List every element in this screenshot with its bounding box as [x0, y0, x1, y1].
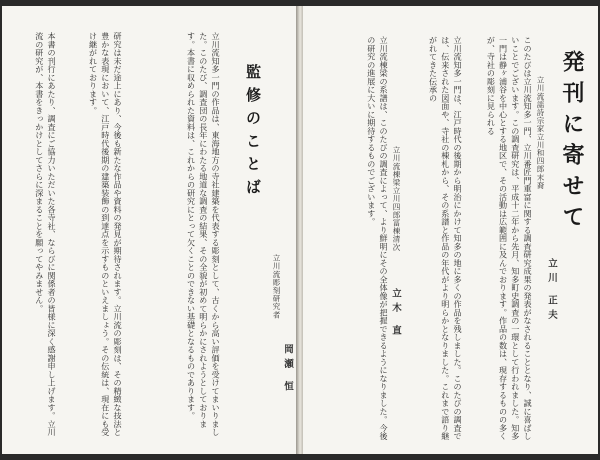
- author-name: 立川 正夫: [546, 258, 557, 325]
- supervisor-affiliation: 立川流彫刻研究者: [272, 254, 281, 319]
- supervisor-name: 岡瀬 恒: [282, 344, 293, 396]
- second-author-name: 立木 直: [390, 288, 401, 340]
- foreword-text-block-2: 立川流知多一門は、江戸時代の後期から明治にかけて知多の地に多くの作品を残しました。このたびの調査では、伝来された図面や、寺社の棟札から、その系譜と作品の年代がより明らかとなりました。これまで語り継がれてきた伝承の: [428, 36, 463, 441]
- page-title-right: 発刊に寄せて: [559, 50, 585, 236]
- foreword-text-block-1: このたびは立川流知多一門、立川番匠門重富に関する調査研究成果の発表がなされることとなり、誠に喜ばしいことでございます。この調査研究は、平成十二年から先月、知多町史調査の一環として行われました。知多一門は静ヶ浦谷を中心とする地区で、その活動は広範囲に及んでおります。作品の数は、現存するものの多くが、寺社の彫刻に見られる: [486, 36, 533, 441]
- supervisor-text-block-2: 研究は未だ途上にあり、今後も新たな作品や資料の発見が期待されます。立川流の彫刻は、その精緻な技法と豊かな表現において、江戸時代後期の建築装飾の到達点を示すものといえましょう。その伝統は、現在にも受け継がれております。: [88, 32, 123, 437]
- supervisor-text-block-3: 本書の刊行にあたり、調査にご協力いただいた各寺社、ならびに関係者の皆様に深く感謝申し上げます。立川流の研究が、本書をきっかけとしてさらに深まることを願ってやみません。: [34, 32, 57, 437]
- page-title-left: 監修のことば: [244, 64, 262, 202]
- right-page: [303, 6, 598, 454]
- left-page: [2, 6, 299, 454]
- author-affiliation: 立川流謡詩宗家立川和四郎末裔: [536, 76, 545, 190]
- second-author-affiliation: 立川流棟梁立川四郎冨棟清次: [392, 146, 401, 252]
- supervisor-text-block-1: 立川流知多一門の作品は、東海地方の寺社建築を代表する彫刻として、古くから高い評価を受けてまいりました。このたび、調査団の長年にわたる地道な調査の結果、その全貌が初めて明らかにされようとしております。本書に収められた資料は、これからの研究にとって欠くことのできない基礎となるものであります。: [186, 32, 221, 437]
- foreword-text-block-3: 立川流棟梁の系譜は、このたびの調査によって、より鮮明にその全体像が把握できるようになりました。今後の研究の進展に大いに期待するものでございます。: [366, 36, 389, 441]
